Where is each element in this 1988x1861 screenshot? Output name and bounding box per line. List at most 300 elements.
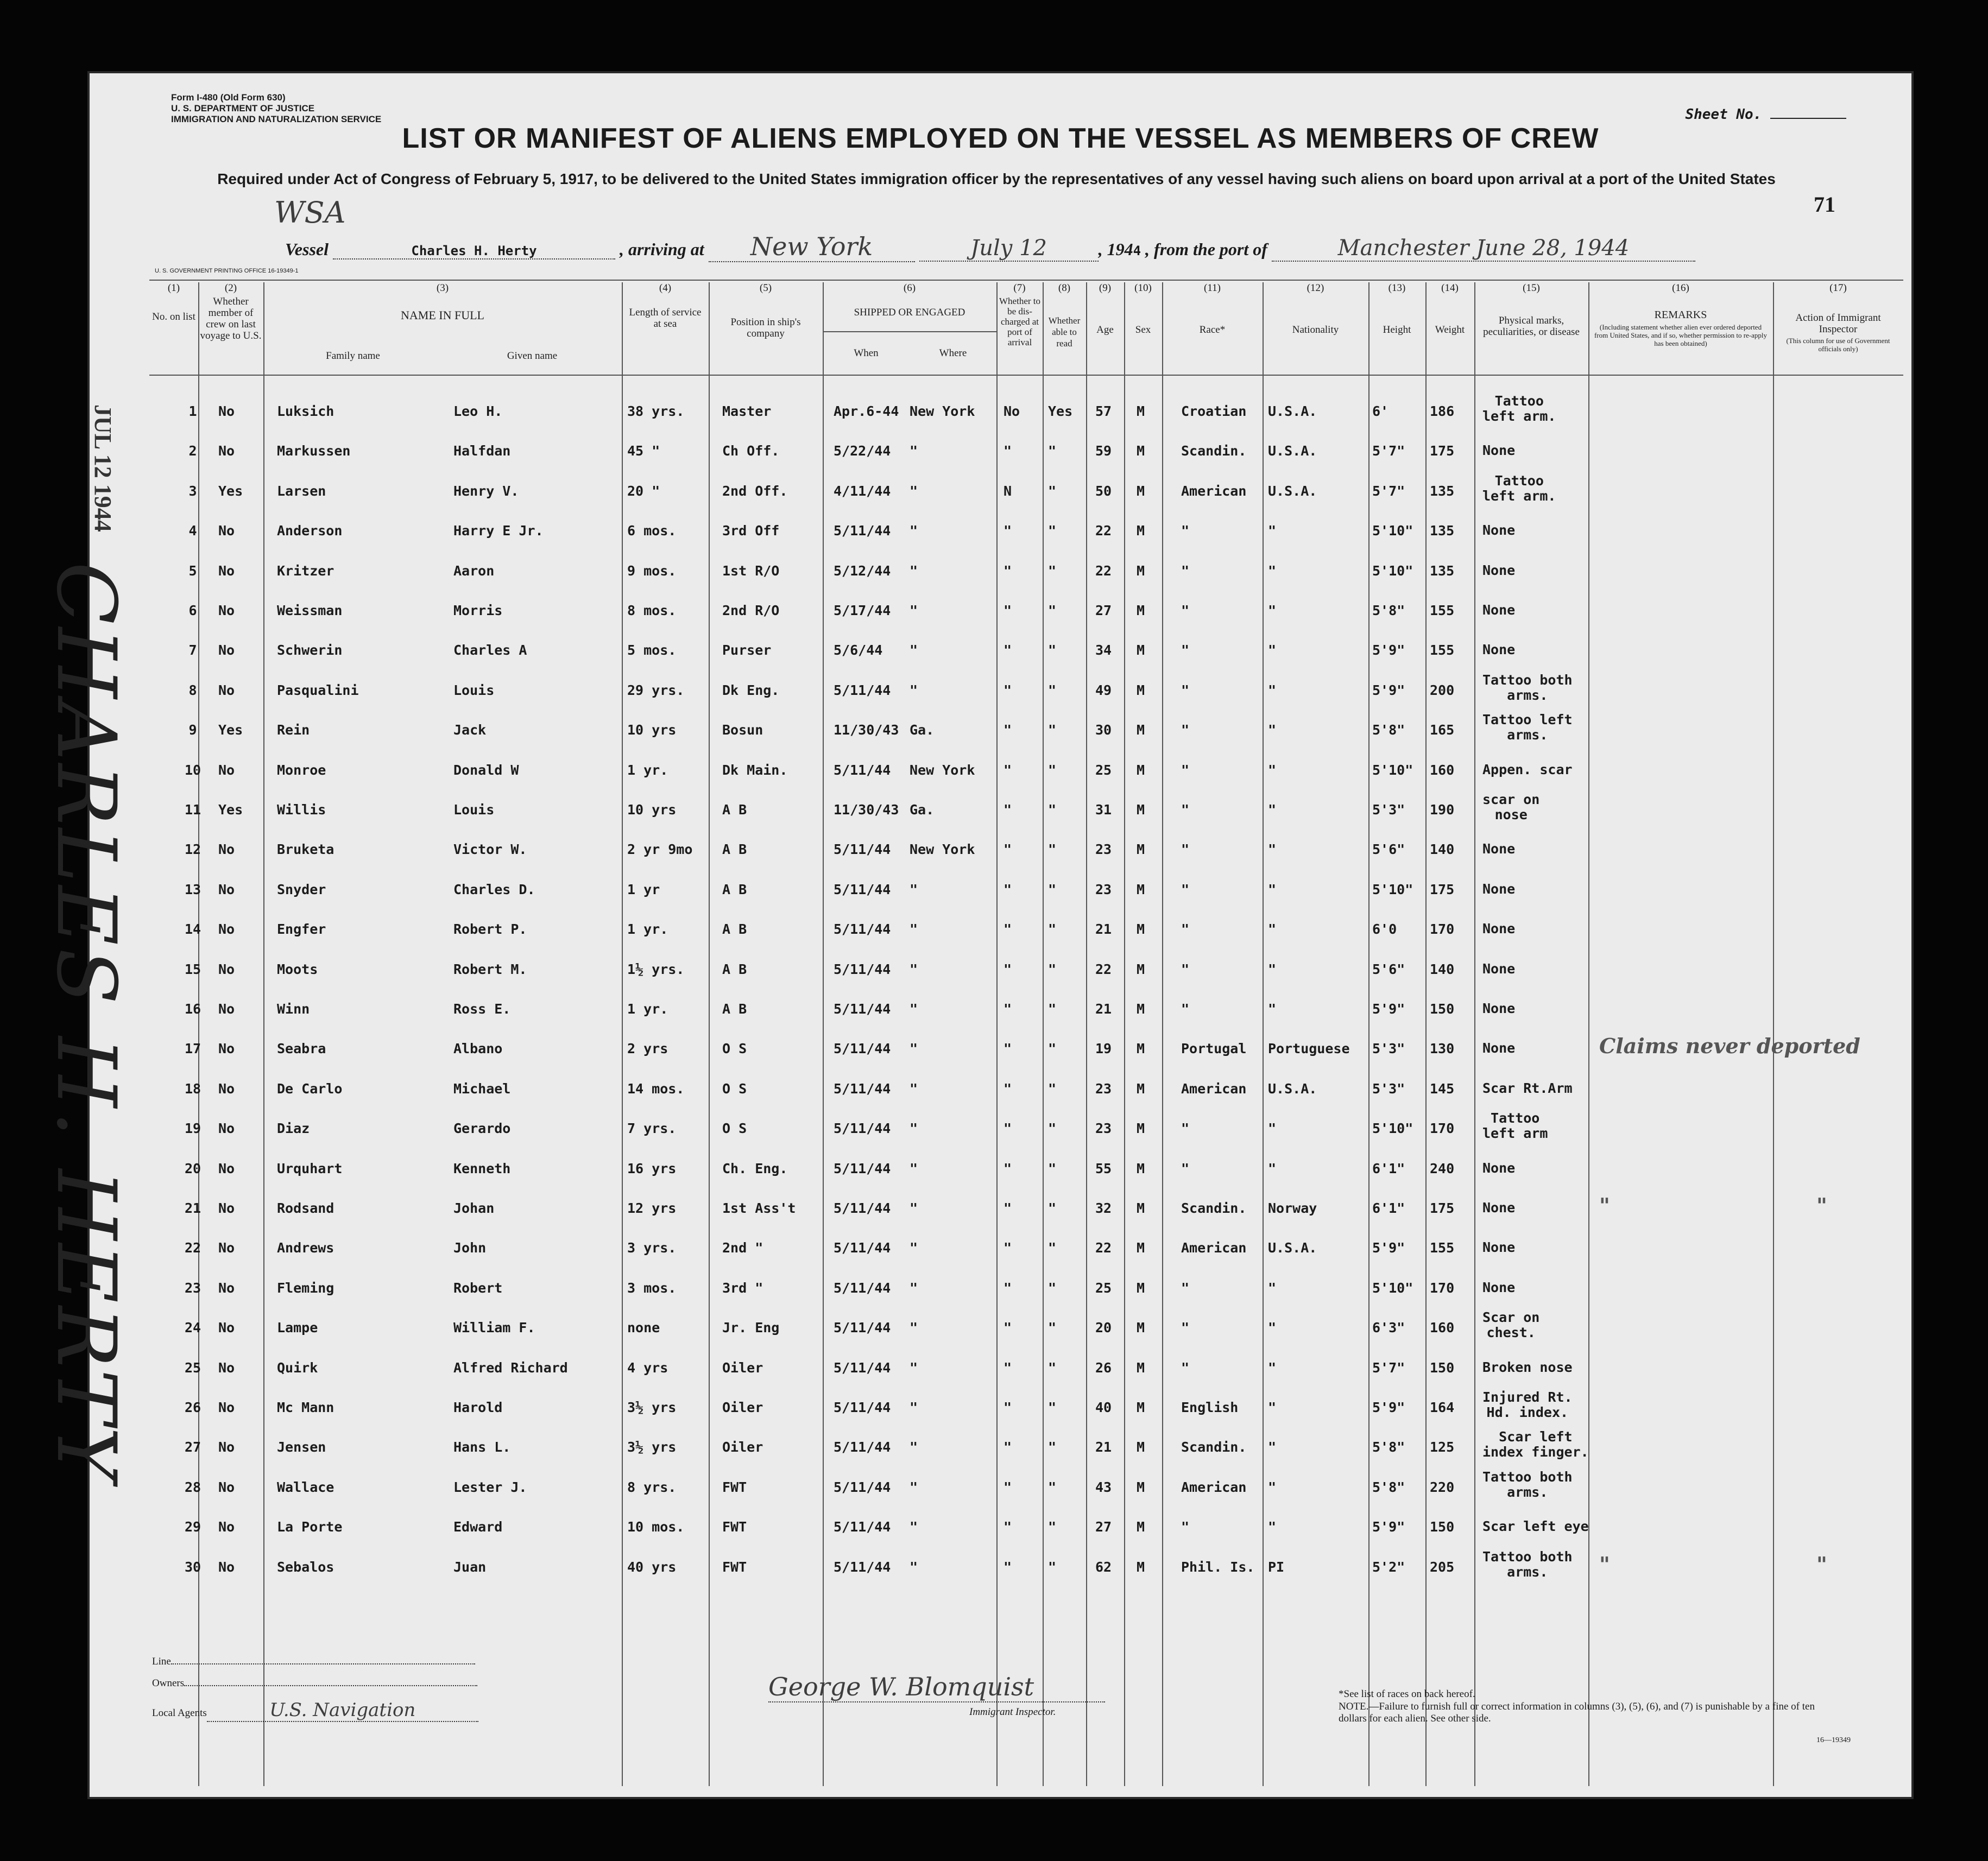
- position: Ch Off.: [722, 443, 780, 459]
- able-to-read: ": [1048, 961, 1057, 977]
- weight: 175: [1430, 881, 1455, 897]
- shipped-where: ": [910, 961, 918, 977]
- member-flag: No: [218, 961, 235, 977]
- age: 23: [1095, 881, 1112, 897]
- race: ": [1181, 722, 1190, 738]
- shipped-when: 5/11/44: [834, 961, 891, 977]
- physical-marks: None: [1482, 960, 1516, 977]
- member-flag: No: [218, 1121, 235, 1137]
- shipped-when: Apr.6-44: [834, 403, 899, 419]
- shipped-where: ": [910, 1240, 918, 1256]
- member-flag: No: [218, 1160, 235, 1176]
- able-to-read: Yes: [1048, 403, 1073, 419]
- race: ": [1181, 921, 1190, 938]
- physical-marks: None: [1482, 1160, 1516, 1176]
- physical-marks: None: [1482, 522, 1516, 539]
- member-flag: No: [218, 1359, 235, 1376]
- member-flag: No: [218, 403, 235, 419]
- table-row: [90, 1309, 1911, 1355]
- sex: M: [1137, 1200, 1145, 1216]
- given-name: John: [453, 1240, 487, 1256]
- given-name: Kenneth: [453, 1160, 511, 1176]
- race: ": [1181, 762, 1190, 778]
- family-name: Pasqualini: [277, 682, 359, 698]
- height: 5'3": [1372, 1041, 1405, 1057]
- height: 5'10": [1372, 523, 1413, 539]
- shipped-where: ": [910, 1479, 918, 1495]
- header-read: Whether able to read: [1048, 315, 1081, 349]
- able-to-read: ": [1048, 603, 1057, 618]
- sex: M: [1137, 762, 1145, 778]
- race: American: [1181, 1240, 1247, 1256]
- shipped-when: 5/11/44: [834, 1559, 891, 1575]
- row-number: 9: [188, 722, 197, 738]
- position: O S: [722, 1041, 747, 1057]
- row-number: 10: [184, 762, 201, 778]
- length-of-service: 1 yr.: [627, 921, 668, 938]
- page-number: 71: [1814, 192, 1835, 217]
- able-to-read: ": [1048, 483, 1057, 499]
- able-to-read: ": [1048, 1041, 1057, 1057]
- table-row: [90, 1548, 1911, 1594]
- sex: M: [1137, 1280, 1145, 1296]
- vessel-name: Charles H. Herty: [333, 243, 615, 259]
- table-row: [90, 792, 1911, 837]
- member-flag: No: [218, 1240, 235, 1256]
- length-of-service: 4 yrs: [627, 1359, 668, 1376]
- family-name: Luksich: [277, 403, 335, 419]
- shipped-where: ": [910, 523, 918, 539]
- family-name: Weissman: [277, 603, 343, 618]
- physical-marks: None: [1482, 642, 1516, 658]
- shipped-where: ": [910, 642, 918, 659]
- row-number: 18: [184, 1080, 201, 1097]
- race: ": [1181, 841, 1190, 858]
- nationality: ": [1268, 1160, 1277, 1176]
- discharged: ": [1004, 921, 1012, 938]
- remarks: ": [1599, 1193, 1610, 1218]
- weight: 164: [1430, 1400, 1455, 1415]
- length-of-service: 3 yrs.: [627, 1240, 677, 1256]
- shipped-where: Ga.: [910, 722, 935, 738]
- able-to-read: ": [1048, 1280, 1057, 1296]
- able-to-read: ": [1048, 1001, 1057, 1017]
- race: Scandin.: [1181, 1200, 1247, 1216]
- member-flag: No: [218, 921, 235, 938]
- given-name: Juan: [453, 1559, 487, 1575]
- table-row: [90, 758, 1911, 797]
- height: 5'9": [1372, 642, 1405, 659]
- age: 25: [1095, 762, 1112, 778]
- family-name: Seabra: [277, 1041, 326, 1057]
- member-flag: No: [218, 1080, 235, 1097]
- length-of-service: 14 mos.: [627, 1080, 685, 1097]
- sex: M: [1137, 1320, 1145, 1336]
- weight: 135: [1430, 483, 1455, 499]
- race: ": [1181, 1359, 1190, 1376]
- table-row: [90, 1110, 1911, 1156]
- physical-marks: Scar on chest.: [1482, 1309, 1540, 1341]
- nationality: ": [1268, 523, 1277, 539]
- sex: M: [1137, 1001, 1145, 1017]
- given-name: Harold: [453, 1400, 503, 1415]
- race: English: [1181, 1400, 1239, 1415]
- nationality: U.S.A.: [1268, 443, 1317, 459]
- shipped-when: 4/11/44: [834, 483, 891, 499]
- shipped-where: New York: [910, 762, 975, 778]
- family-name: Kritzer: [277, 562, 335, 579]
- from-port: Manchester June 28, 1944: [1272, 236, 1695, 262]
- note-races: *See list of races on back hereof.: [1339, 1688, 1475, 1700]
- shipped-when: 5/12/44: [834, 562, 891, 579]
- weight: 220: [1430, 1479, 1455, 1495]
- age: 43: [1095, 1479, 1112, 1495]
- row-number: 11: [184, 802, 201, 818]
- discharged: ": [1004, 1359, 1012, 1376]
- sex: M: [1137, 523, 1145, 539]
- given-name: Johan: [453, 1200, 495, 1216]
- header-race: Race*: [1199, 324, 1226, 336]
- position: Master: [722, 403, 772, 419]
- table-row: [90, 559, 1911, 598]
- weight: 200: [1430, 682, 1455, 698]
- length-of-service: 20 ": [627, 483, 660, 499]
- sex: M: [1137, 1080, 1145, 1097]
- able-to-read: ": [1048, 523, 1057, 539]
- shipped-where: Ga.: [910, 802, 935, 818]
- header-discharged: Whether to be dis-charged at port of arrival: [999, 296, 1040, 347]
- weight: 125: [1430, 1439, 1455, 1455]
- position: A B: [722, 802, 747, 818]
- shipped-where: ": [910, 921, 918, 938]
- shipped-when: 5/11/44: [834, 1400, 891, 1415]
- table-row: [90, 1356, 1911, 1395]
- header-action: Action of Immigrant Inspector: [1795, 312, 1881, 335]
- shipped-when: 5/11/44: [834, 1160, 891, 1176]
- able-to-read: ": [1048, 1559, 1057, 1575]
- nationality: ": [1268, 642, 1277, 659]
- physical-marks: Scar Rt.Arm: [1482, 1080, 1573, 1096]
- age: 49: [1095, 682, 1112, 698]
- family-name: Schwerin: [277, 642, 343, 659]
- sex: M: [1137, 603, 1145, 618]
- age: 32: [1095, 1200, 1112, 1216]
- nationality: PI: [1268, 1559, 1285, 1575]
- member-flag: No: [218, 1280, 235, 1296]
- shipped-where: ": [910, 443, 918, 459]
- race: Phil. Is.: [1181, 1559, 1255, 1575]
- shipped-where: ": [910, 1519, 918, 1535]
- member-flag: Yes: [218, 722, 243, 738]
- height: 5'3": [1372, 802, 1405, 818]
- discharged: ": [1004, 762, 1012, 778]
- able-to-read: ": [1048, 841, 1057, 858]
- given-name: Leo H.: [453, 403, 503, 419]
- race: ": [1181, 1280, 1190, 1296]
- family-name: Larsen: [277, 483, 326, 499]
- able-to-read: ": [1048, 881, 1057, 897]
- physical-marks: None: [1482, 1279, 1516, 1295]
- race: American: [1181, 1080, 1247, 1097]
- table-row: [90, 1193, 1911, 1236]
- weight: 150: [1430, 1359, 1455, 1376]
- height: 5'2": [1372, 1559, 1405, 1575]
- position: Oiler: [722, 1439, 763, 1455]
- position: Ch. Eng.: [722, 1160, 788, 1176]
- discharged: ": [1004, 523, 1012, 539]
- height: 5'8": [1372, 1479, 1405, 1495]
- row-number: 19: [184, 1121, 201, 1137]
- family-name: Snyder: [277, 881, 326, 897]
- length-of-service: 45 ": [627, 443, 660, 459]
- shipped-when: 11/30/43: [834, 722, 899, 738]
- member-flag: No: [218, 841, 235, 858]
- length-of-service: 1½ yrs.: [627, 961, 685, 977]
- weight: 140: [1430, 841, 1455, 858]
- nationality: ": [1268, 682, 1277, 698]
- length-of-service: 3 mos.: [627, 1280, 677, 1296]
- able-to-read: ": [1048, 443, 1057, 459]
- member-flag: No: [218, 762, 235, 778]
- able-to-read: ": [1048, 1479, 1057, 1495]
- printing-office: U. S. GOVERNMENT PRINTING OFFICE 16-19349-1: [155, 268, 299, 274]
- header-weight: Weight: [1435, 324, 1465, 336]
- row-number: 24: [184, 1320, 201, 1336]
- row-number: 15: [184, 961, 201, 977]
- shipped-when: 11/30/43: [834, 802, 899, 818]
- nationality: ": [1268, 841, 1277, 858]
- shipped-where: ": [910, 1200, 918, 1216]
- sex: M: [1137, 881, 1145, 897]
- age: 50: [1095, 483, 1112, 499]
- age: 27: [1095, 603, 1112, 618]
- age: 40: [1095, 1400, 1112, 1415]
- family-name: Engfer: [277, 921, 326, 938]
- weight: 240: [1430, 1160, 1455, 1176]
- row-number: 23: [184, 1280, 201, 1296]
- table-row: [90, 1468, 1911, 1515]
- weight: 150: [1430, 1001, 1455, 1017]
- able-to-read: ": [1048, 1320, 1057, 1336]
- shipped-when: 5/11/44: [834, 523, 891, 539]
- sex: M: [1137, 1559, 1145, 1575]
- given-name: Alfred Richard: [453, 1359, 568, 1376]
- position: FWT: [722, 1479, 747, 1495]
- physical-marks: Scar left eye: [1482, 1518, 1589, 1535]
- position: Jr. Eng: [722, 1320, 780, 1336]
- weight: 165: [1430, 722, 1455, 738]
- sex: M: [1137, 1240, 1145, 1256]
- table-row: [90, 877, 1911, 917]
- age: 31: [1095, 802, 1112, 818]
- arrival-date: July 12: [919, 236, 1099, 262]
- nationality: U.S.A.: [1268, 1080, 1317, 1097]
- header-height: Height: [1383, 324, 1411, 336]
- physical-marks: Tattoo left arm.: [1482, 393, 1556, 424]
- shipped-when: 5/11/44: [834, 1080, 891, 1097]
- shipped-where: ": [910, 1121, 918, 1137]
- header-length: Length of service at sea: [629, 307, 702, 330]
- age: 19: [1095, 1041, 1112, 1057]
- header-position: Position in ship's company: [730, 317, 801, 339]
- height: 5'9": [1372, 1400, 1405, 1415]
- weight: 130: [1430, 1041, 1455, 1057]
- vessel-line: Vessel Charles H. Herty , arriving at New York July 12 , 1944 , from the port of Manchester June 28, 1944: [285, 232, 1695, 262]
- given-name: Robert: [453, 1280, 503, 1296]
- row-number: 16: [184, 1001, 201, 1017]
- shipped-where: New York: [910, 403, 975, 419]
- row-number: 14: [184, 921, 201, 938]
- length-of-service: 10 yrs: [627, 802, 677, 818]
- member-flag: No: [218, 1041, 235, 1057]
- member-flag: No: [218, 1200, 235, 1216]
- family-name: Sebalos: [277, 1559, 335, 1575]
- nationality: ": [1268, 762, 1277, 778]
- form-identifier: Form I-480 (Old Form 630) U. S. DEPARTMENT OF JUSTICE IMMIGRATION AND NATURALIZATION SERVICE: [171, 92, 382, 124]
- row-number: 7: [188, 642, 197, 659]
- row-number: 2: [188, 443, 197, 459]
- weight: 170: [1430, 1280, 1455, 1296]
- table-row: [90, 672, 1911, 718]
- agents-label: Local Agents U.S. Navigation: [152, 1699, 478, 1722]
- member-flag: Yes: [218, 483, 243, 499]
- height: 5'10": [1372, 562, 1413, 579]
- age: 25: [1095, 1280, 1112, 1296]
- owners-label: Owners: [152, 1678, 477, 1689]
- inspector-action: ": [1816, 1552, 1827, 1577]
- given-name: Louis: [453, 682, 495, 698]
- nationality: ": [1268, 562, 1277, 579]
- position: 2nd ": [722, 1240, 763, 1256]
- shipped-where: ": [910, 682, 918, 698]
- member-flag: No: [218, 682, 235, 698]
- position: O S: [722, 1121, 747, 1137]
- row-number: 21: [184, 1200, 201, 1216]
- nationality: ": [1268, 722, 1277, 738]
- discharged: ": [1004, 1519, 1012, 1535]
- family-name: Bruketa: [277, 841, 335, 858]
- shipped-where: ": [910, 1439, 918, 1455]
- height: 6'1": [1372, 1160, 1405, 1176]
- nationality: U.S.A.: [1268, 483, 1317, 499]
- age: 30: [1095, 722, 1112, 738]
- discharged: ": [1004, 1439, 1012, 1455]
- height: 5'3": [1372, 1080, 1405, 1097]
- discharged: ": [1004, 881, 1012, 897]
- nationality: ": [1268, 1439, 1277, 1455]
- shipped-where: ": [910, 1001, 918, 1017]
- age: 22: [1095, 1240, 1112, 1256]
- age: 21: [1095, 921, 1112, 938]
- weight: 160: [1430, 762, 1455, 778]
- member-flag: Yes: [218, 802, 243, 818]
- row-number: 3: [188, 483, 197, 499]
- sex: M: [1137, 682, 1145, 698]
- shipped-when: 5/11/44: [834, 1121, 891, 1137]
- height: 5'9": [1372, 1240, 1405, 1256]
- position: FWT: [722, 1559, 747, 1575]
- header-family: Family name: [326, 350, 380, 362]
- discharged: N: [1004, 483, 1012, 499]
- discharged: ": [1004, 1080, 1012, 1097]
- race: ": [1181, 642, 1190, 659]
- shipped-when: 5/22/44: [834, 443, 891, 459]
- nationality: ": [1268, 921, 1277, 938]
- position: 1st Ass't: [722, 1200, 796, 1216]
- race: ": [1181, 1519, 1190, 1535]
- sex: M: [1137, 722, 1145, 738]
- race: ": [1181, 1121, 1190, 1137]
- weight: 135: [1430, 523, 1455, 539]
- member-flag: No: [218, 1479, 235, 1495]
- length-of-service: 29 yrs.: [627, 682, 685, 698]
- discharged: ": [1004, 1041, 1012, 1057]
- able-to-read: ": [1048, 1519, 1057, 1535]
- family-name: Diaz: [277, 1121, 310, 1137]
- length-of-service: 2 yr 9mo: [627, 841, 693, 858]
- nationality: Norway: [1268, 1200, 1317, 1216]
- nationality: ": [1268, 802, 1277, 818]
- position: Dk Main.: [722, 762, 788, 778]
- race: ": [1181, 523, 1190, 539]
- physical-marks: None: [1482, 442, 1516, 459]
- table-row: [90, 1276, 1911, 1315]
- remarks: Claims never deported: [1599, 1034, 1860, 1059]
- shipped-when: 5/11/44: [834, 881, 891, 897]
- height: 5'8": [1372, 603, 1405, 618]
- position: FWT: [722, 1519, 747, 1535]
- given-name: Hans L.: [453, 1439, 511, 1455]
- shipped-where: ": [910, 603, 918, 618]
- weight: 175: [1430, 443, 1455, 459]
- shipped-when: 5/11/44: [834, 1359, 891, 1376]
- discharged: ": [1004, 802, 1012, 818]
- row-number: 8: [188, 682, 197, 698]
- given-name: Charles D.: [453, 881, 535, 897]
- given-name: Louis: [453, 802, 495, 818]
- family-name: De Carlo: [277, 1080, 343, 1097]
- sex: M: [1137, 483, 1145, 499]
- page-title: LIST OR MANIFEST OF ALIENS EMPLOYED ON THE VESSEL AS MEMBERS OF CREW: [402, 123, 1599, 154]
- member-flag: No: [218, 642, 235, 659]
- family-name: Anderson: [277, 523, 343, 539]
- date-stamp: JUL 12 1944: [90, 404, 116, 532]
- row-number: 27: [184, 1439, 201, 1455]
- given-name: William F.: [453, 1320, 535, 1336]
- member-flag: No: [218, 1001, 235, 1017]
- header-remarks-sub: (Including statement whether alien ever ordered deported from United States, and if so, whether permission to re-apply has been obtained): [1594, 323, 1768, 347]
- weight: 170: [1430, 921, 1455, 938]
- family-name: Rodsand: [277, 1200, 335, 1216]
- age: 57: [1095, 403, 1112, 419]
- height: 5'6": [1372, 961, 1405, 977]
- physical-marks: Tattoo both arms.: [1482, 672, 1573, 703]
- family-name: Monroe: [277, 762, 326, 778]
- weight: 150: [1430, 1519, 1455, 1535]
- position: Bosun: [722, 722, 763, 738]
- position: Oiler: [722, 1359, 763, 1376]
- arriving-port: New York: [709, 232, 915, 262]
- length-of-service: none: [627, 1320, 660, 1336]
- sheet-number: Sheet No.: [1685, 106, 1846, 123]
- header-nationality: Nationality: [1292, 324, 1339, 336]
- able-to-read: ": [1048, 762, 1057, 778]
- sex: M: [1137, 1519, 1145, 1535]
- sex: M: [1137, 1479, 1145, 1495]
- sex: M: [1137, 443, 1145, 459]
- row-number: 13: [184, 881, 201, 897]
- sex: M: [1137, 1400, 1145, 1415]
